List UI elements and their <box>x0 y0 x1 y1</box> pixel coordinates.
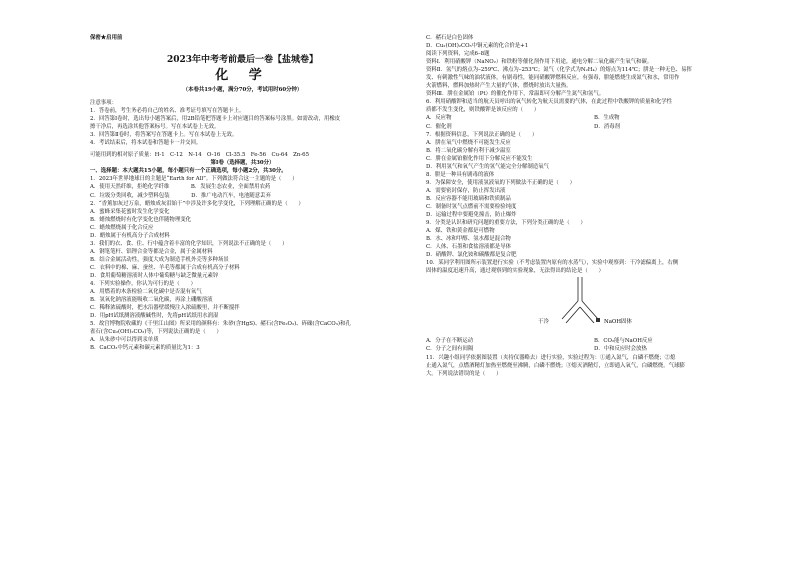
note-line: 4．考试结束后，将本试卷和答题卡一并交回。 <box>90 140 202 147</box>
text-line: 4．下列实验操作，你认为可行的是（ ） <box>90 281 196 288</box>
exam-info: （本卷共19小题，满分70分，考试用时60分钟） <box>182 87 303 93</box>
q6-options-row <box>426 114 762 122</box>
text-line: B．水、冰和甲醇、氢水都是混合物 <box>426 236 511 243</box>
text-line: B．将二氧化碳分解有利于减少温室 <box>426 147 511 154</box>
text-line: B．蜡烛燃烧时有化学变化也伴随物理变化 <box>90 216 191 223</box>
option: D．中和反应时会放热 <box>594 346 647 353</box>
text-line: C．稀释浓硫酸时，把水沿器壁缓慢注入浓硫酸里，并不断搅拌 <box>90 305 240 312</box>
text-line: A．煤、铁和黄金都是可燃物 <box>426 228 495 235</box>
note-line: 1．答卷前，考生务必将自己的姓名、准考证号填写在答题卡上。 <box>90 108 245 115</box>
text-line: 10．某同学利用图所示装置进行实验（不考虑装置内原有的水蒸气），实验中观察到：干冷滤偏离上，右侧 <box>426 260 679 267</box>
text-line: A．钢笔笔杆、铝锂合金等都是合金，属于金属材料 <box>90 248 213 255</box>
text-line: 大。下列说法错误的是（ ） <box>426 370 502 377</box>
text-line: 9．为保障安全，使用液氢液氧的下列做法不正确的是（ ） <box>426 179 575 186</box>
option: A．反应物 <box>426 115 452 122</box>
text-line: C．制备时氢气点燃前不需要检验纯度 <box>426 203 517 210</box>
q10-options-row <box>426 337 762 345</box>
text-line: 3．我们的衣、食、住、行中蕴含着丰富的化学知识，下列说法不正确的是（ ） <box>90 240 288 247</box>
text-line: B．反应容器不能用玻璃和铁质制品 <box>426 195 511 202</box>
right-bottom-lines <box>426 354 762 378</box>
text-line: C．肼在金属铂催化作用下分解反应不能发生 <box>426 155 533 162</box>
text-line: 阅读下列资料，完成6–8题 <box>426 51 490 58</box>
text-line: 雀石(含Cu₂(OH)₂CO₃)等，下列说法正确的是（ ） <box>90 329 222 336</box>
text-line: D．运输过程中要避免撞击，防止爆炸 <box>426 212 517 219</box>
diagram-left-label: 干冷 <box>538 319 549 326</box>
text-line: C．衣料中的棉、麻、蚕丝、羊毛等都属于合成有机高分子材料 <box>90 264 240 271</box>
diagram-right-label: NaOH固体 <box>604 319 632 326</box>
section-heading: 一、选择题：本大题共15小题，每小题只有一个正确选项，每小题2分，共30分。 <box>90 168 287 175</box>
text-line: A．蜜蜂采集花蜜时发生化学变化 <box>90 208 170 215</box>
text-line: C．人体、石墨和食盐溶液都是导体 <box>426 244 511 251</box>
option: B．CO₂能与NaOH反应 <box>594 338 653 345</box>
text-line: D．用pH试纸测溶液酸碱性时，先将pH试纸用水润湿 <box>90 313 219 320</box>
note-line: 2．回答第Ⅰ卷时，选出每小题答案后，用2B铅笔把答题卡上对应题目的答案标号涂黑。如需改动，用橡皮 <box>90 116 341 123</box>
option: D．消毒剂 <box>594 123 620 130</box>
option: C．催化剂 <box>426 123 452 130</box>
text-line: 资料Ⅰ．利用硝酸钾（NaNO₂）和铁粉等催化剂作用下用途，通电分解二氧化碳产生氧气和碳。 <box>426 59 653 66</box>
left-column <box>90 34 395 352</box>
exam-title: 2023年中考考前最后一卷【盐城卷】 <box>166 55 319 65</box>
q6-options-row <box>426 123 762 131</box>
text-line: A．从朱砂中可以得到汞单质 <box>90 337 159 344</box>
text-line: A．使用天然纤维，拒绝化学纤维 B．发展生态农业，全面禁用农药 <box>90 184 271 191</box>
right-column <box>426 34 762 378</box>
text-line: 1．2023年世界地球日的主题是“Earth for All”。下列做法符合这一主题的是（ ） <box>90 176 298 183</box>
experiment-diagram <box>426 275 762 337</box>
left-question-lines <box>90 175 395 352</box>
text-line: A．用燃着的木条检验二氧化碳中是否混有氧气 <box>90 289 202 296</box>
text-line: D．Cu₂(OH)₂CO₃中铜元素的化合价是+1 <box>426 43 529 50</box>
text-line: 发、有刺激性气味的油状液体，有剧毒性，能同硝酸钾燃料反应，有强毒，肼能燃烧生成氮气和水，常用作 <box>426 75 680 82</box>
y-tube-figure <box>426 275 762 337</box>
text-line: 5．故宫博物院收藏的《千里江山图》所采用的颜料有：朱砂(含HgS)、赭石(含Fe₂O₃)、砗磲(含CaCO₃)和孔 <box>90 321 351 328</box>
text-line: 6．利用硝酸钾和适当的航天员呼出的氧气转化为航天员需要的气体，在此过程中铁酸钾的质量和化学性 <box>426 99 673 106</box>
text-line: D．食用葡萄糖溶液时人体中葡萄糖与缺乏微量元素锌 <box>90 272 219 279</box>
part-heading: 第Ⅰ卷（选择题，共30分） <box>210 160 275 167</box>
text-line: 止通入氮气，点燃酒精灯加热至燃烧至沸腾，白磷不燃烧；③熄灭酒精灯，立即通入氧气，白磷燃烧。气球膨 <box>426 362 685 369</box>
text-line: 7．根据资料信息，下列说法正确的是（ ） <box>426 131 538 138</box>
text-line: 资料Ⅲ．肼在金属铂（Pt）的催化作用下，常温即可分解产生氮气和氢气。 <box>426 91 605 98</box>
text-line: A．肼在氧气中燃烧不可能发生反应 <box>426 139 511 146</box>
text-line: 质都不发生变化，则铁酸钾是该反应的（ ） <box>426 107 540 114</box>
right-top-lines <box>426 34 762 114</box>
text-line: B．CaCO₃中钙元素和碳元素的质量比为1：3 <box>90 345 200 352</box>
text-line: 2．“香薰加灰过万泉，蜡烛成灰泪始干”中涉及许多化学变化，下列理解正确的是（ ） <box>90 200 304 207</box>
subject-title: 化 学 <box>215 68 270 83</box>
right-mid-lines <box>426 131 762 276</box>
atomic-masses: 可能用到的相对原子质量：H-1 C-12 N-14 O-16 Cl-35.5 Fe-56 Cu-64 Zn-65 <box>90 152 310 159</box>
text-line: 火箭燃料，燃料加热时产生大量的气体，燃烧时放出大量热。 <box>426 83 572 90</box>
text-line: D．硝酸钾、氯化铵和碳酸都是复合肥 <box>426 252 517 259</box>
notes-heading: 注意事项： <box>90 100 117 106</box>
text-line: C．垃圾分类回收，减少塑料包装 D．推广电动汽车，电池随意丢弃 <box>90 192 271 199</box>
text-line: C．蜡烛燃烧属于化合反应 <box>90 224 154 231</box>
note-line: 擦干净后，再选涂其他答案标号。写在本试卷上无效。 <box>90 124 220 131</box>
confidential-mark: 保密★启用前 <box>90 35 123 41</box>
q10-options-row <box>426 345 762 353</box>
text-line: 资料Ⅱ．氢气的熔点为–259℃、沸点为–253℃；氮气（化学式为N₂H₄）的熔点为114℃；肼是一种无色、易挥 <box>426 67 692 74</box>
text-line: A．需要密封保存，防止挥发出液 <box>426 187 506 194</box>
option: B．生成物 <box>594 115 620 122</box>
text-line: B．结合金属活动性，强度大成为制造手机外壳等多种场景 <box>90 256 229 263</box>
text-line: B．氢氧化钠溶液能吸收二氧化碳，再涂上硼酸溶液 <box>90 297 213 304</box>
text-line: 9．分类是认识和研究问题的重要方法，下列分类正确的是（ ） <box>426 220 586 227</box>
text-line: C．赭石是白色固体 <box>426 35 474 41</box>
text-line: D．利用氢气和氧气产生的氢气能完全分解制造氧气 <box>426 163 549 170</box>
option: C．分子之间有间隔 <box>426 346 474 353</box>
text-line: 固体的温度迅速升高，通过观察到的实验现象，无法得出的结论是（ ） <box>426 268 604 275</box>
text-line: 8．肼是一种具有剧毒的液体 <box>426 171 495 178</box>
note-line: 3．回答第Ⅱ卷时，将答案写在答题卡上。写在本试卷上无效。 <box>90 132 238 139</box>
text-line: D．蜡烛属于有机高分子合成材料 <box>90 232 170 239</box>
text-line: 11．兴趣小组同学依据图装置（夹持仪器略去）进行实验，实验过程为：①通入氮气，白磷不燃烧；②熄 <box>426 354 676 361</box>
option: A．分子在不断运动 <box>426 338 474 345</box>
